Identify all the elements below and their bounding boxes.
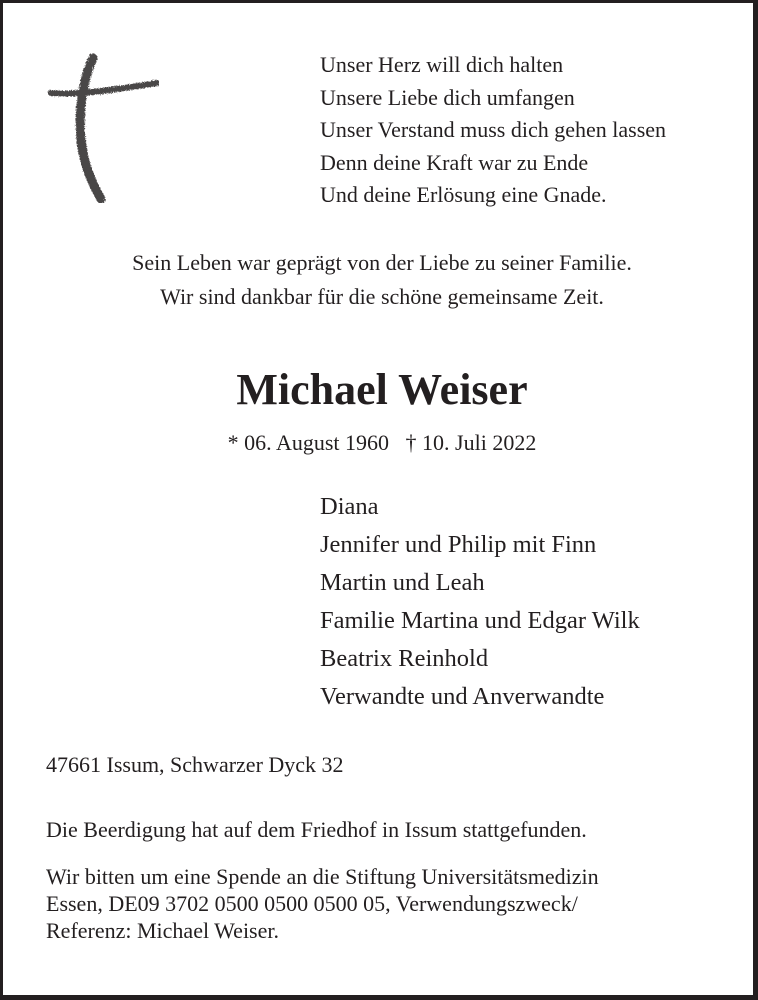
- cross-icon: [47, 53, 159, 203]
- poem-line: Unser Herz will dich halten: [320, 52, 564, 77]
- deceased-name: Michael Weiser: [236, 365, 528, 414]
- mourner: Verwandte und Anverwandte: [320, 683, 605, 710]
- donation-line: Wir bitten um eine Spende an die Stiftung Universitätsmedizin: [46, 864, 599, 889]
- life-dates: [3, 428, 758, 458]
- mourner: Diana: [320, 493, 379, 520]
- poem-line: Denn deine Kraft war zu Ende: [320, 149, 589, 175]
- death-date: † 10. Juli 2022: [405, 430, 537, 455]
- birth-date: * 06. August 1960: [227, 430, 390, 455]
- donation-note: [46, 863, 599, 944]
- address: 47661 Issum, Schwarzer Dyck 32: [46, 752, 344, 777]
- poem-line: Und deine Erlösung eine Gnade.: [320, 182, 607, 207]
- poem: [320, 49, 666, 212]
- tribute-line: Wir sind dankbar für die schöne gemeinsame Zeit.: [160, 284, 604, 309]
- mourners-list: [320, 488, 640, 716]
- tribute-line: Sein Leben war geprägt von der Liebe zu seiner Familie.: [132, 250, 632, 275]
- funeral-note: Die Beerdigung hat auf dem Friedhof in Issum stattgefunden.: [46, 817, 587, 842]
- mourner: Jennifer und Philip mit Finn: [320, 531, 597, 558]
- mourner: Martin und Leah: [320, 569, 485, 596]
- donation-line: Referenz: Michael Weiser.: [46, 918, 279, 943]
- mourner: Familie Martina und Edgar Wilk: [320, 607, 640, 634]
- poem-line: Unser Verstand muss dich gehen lassen: [320, 117, 667, 142]
- donation-line: Essen, DE09 3702 0500 0500 0500 05, Verwendungszweck/: [46, 891, 578, 916]
- poem-line: Unsere Liebe dich umfangen: [320, 84, 575, 110]
- tribute: [3, 246, 758, 314]
- mourner: Beatrix Reinhold: [320, 645, 489, 672]
